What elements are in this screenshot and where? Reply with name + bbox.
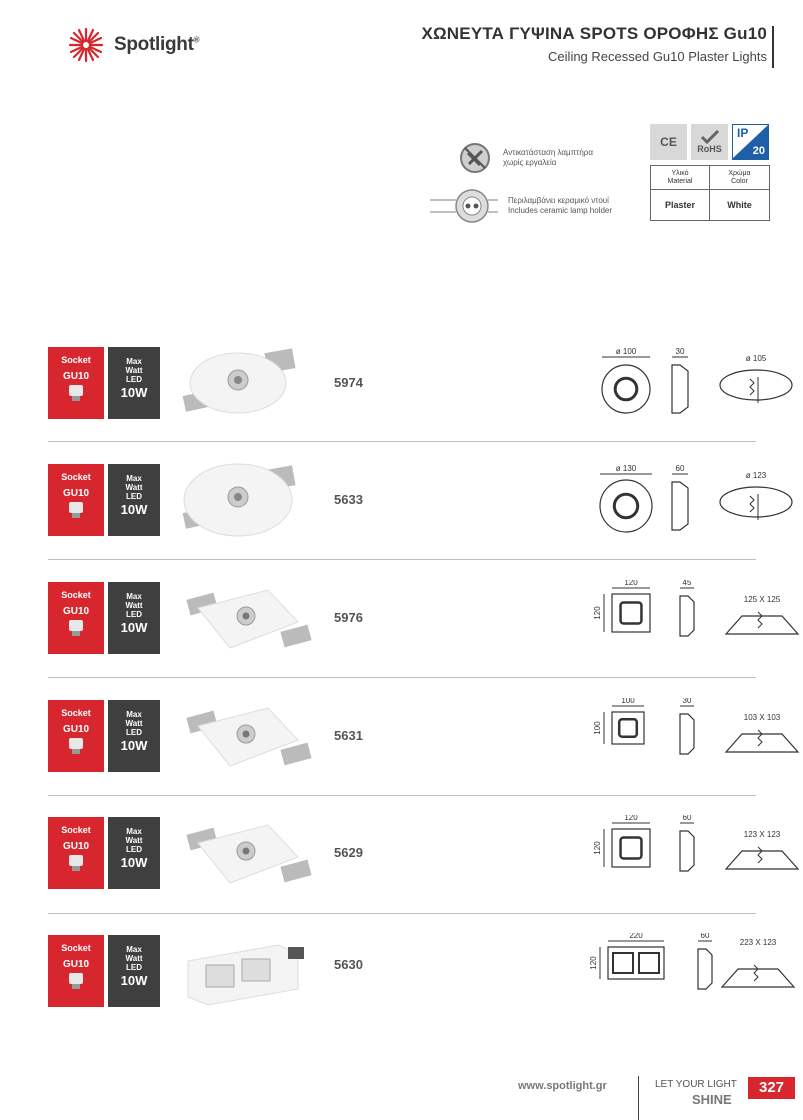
watt-label-2: Watt xyxy=(125,719,143,728)
row-divider xyxy=(48,795,756,796)
row-divider xyxy=(48,559,756,560)
socket-label: Socket xyxy=(61,708,91,718)
color-value: White xyxy=(727,200,752,210)
dim-width: 100 xyxy=(621,698,635,705)
watt-badge xyxy=(108,700,160,772)
material-table xyxy=(650,165,770,221)
rohs-icon xyxy=(691,124,728,160)
lamp-holder-icon xyxy=(428,188,500,224)
product-row xyxy=(48,815,781,933)
socket-label: Socket xyxy=(61,472,91,482)
technical-drawing xyxy=(528,462,803,547)
watt-value: 10W xyxy=(120,738,148,753)
brand-logo xyxy=(66,27,199,63)
product-code: 5976 xyxy=(334,610,363,625)
dim-height: 120 xyxy=(593,606,602,620)
socket-value: GU10 xyxy=(62,724,90,735)
page-footer xyxy=(0,1076,803,1120)
socket-badge xyxy=(48,582,104,654)
row-divider xyxy=(48,677,756,678)
technical-drawing xyxy=(528,698,803,783)
product-row xyxy=(48,933,777,1051)
socket-label: Socket xyxy=(61,355,91,365)
dim-depth: 60 xyxy=(675,464,685,473)
technical-drawing xyxy=(528,345,803,430)
watt-value: 10W xyxy=(120,385,148,400)
title-divider xyxy=(772,26,774,68)
socket-value: GU10 xyxy=(62,959,90,970)
dim-diameter: ø 100 xyxy=(615,347,637,356)
feature-text-line1: Αντικατάσταση λαμπτήρα xyxy=(503,148,593,157)
bulb-icon xyxy=(69,738,83,749)
dim-height: 120 xyxy=(589,956,598,970)
feature-text-line1: Περιλαμβάνει κεραμικό ντουί xyxy=(508,196,609,205)
dim-cutout: 103 X 103 xyxy=(743,713,781,722)
row-divider xyxy=(48,441,756,442)
dim-depth: 30 xyxy=(682,698,692,705)
product-code: 5633 xyxy=(334,492,363,507)
dim-width: 120 xyxy=(624,580,638,587)
socket-badge xyxy=(48,935,104,1007)
footer-tagline-1: LET YOUR LIGHT xyxy=(655,1079,737,1090)
product-row xyxy=(48,462,767,580)
rohs-label: RoHS xyxy=(697,144,722,154)
product-code: 5974 xyxy=(334,375,363,390)
bulb-icon xyxy=(69,502,83,513)
watt-label-2: Watt xyxy=(125,836,143,845)
page-title-english: Ceiling Recessed Gu10 Plaster Lights xyxy=(548,49,767,64)
dim-cutout: ø 105 xyxy=(745,354,767,363)
socket-badge xyxy=(48,464,104,536)
dim-depth: 60 xyxy=(700,933,710,940)
socket-label: Socket xyxy=(61,590,91,600)
product-row xyxy=(48,698,781,816)
product-code: 5629 xyxy=(334,845,363,860)
technical-drawing xyxy=(528,815,803,900)
socket-badge xyxy=(48,347,104,419)
socket-value: GU10 xyxy=(62,841,90,852)
page-number: 327 xyxy=(748,1077,795,1099)
dim-width: 120 xyxy=(624,815,638,822)
socket-value: GU10 xyxy=(62,488,90,499)
socket-label: Socket xyxy=(61,825,91,835)
socket-value: GU10 xyxy=(62,371,90,382)
watt-badge xyxy=(108,935,160,1007)
dim-height: 120 xyxy=(593,841,602,855)
technical-drawing xyxy=(528,580,803,665)
watt-badge xyxy=(108,817,160,889)
ip-value: 20 xyxy=(752,145,765,157)
product-row xyxy=(48,580,781,698)
dim-depth: 60 xyxy=(682,815,692,822)
footer-divider xyxy=(638,1076,639,1120)
material-value: Plaster xyxy=(651,190,710,220)
watt-value: 10W xyxy=(120,855,148,870)
feature-lamp-holder xyxy=(428,188,612,224)
page-title-greek: ΧΩΝΕΥΤΑ ΓΥΨΙΝΑ SPOTS ΟΡΟΦΗΣ Gu10 xyxy=(421,24,767,43)
product-photo xyxy=(178,931,318,1016)
socket-label: Socket xyxy=(61,943,91,953)
dim-cutout: 223 X 123 xyxy=(739,938,777,947)
footer-url[interactable]: www.spotlight.gr xyxy=(518,1080,607,1092)
dim-diameter: ø 130 xyxy=(615,464,637,473)
watt-label-3: LED xyxy=(126,963,142,972)
watt-value: 10W xyxy=(120,973,148,988)
ip-rating-icon xyxy=(732,124,769,160)
footer-tagline-2: SHINE xyxy=(692,1092,732,1107)
product-row xyxy=(48,345,767,463)
product-code: 5631 xyxy=(334,728,363,743)
product-code: 5630 xyxy=(334,957,363,972)
dim-height: 100 xyxy=(593,721,602,735)
watt-value: 10W xyxy=(120,620,148,635)
page-title-block xyxy=(421,24,767,64)
watt-label-1: Max xyxy=(126,357,142,366)
spotlight-burst-icon xyxy=(66,27,106,63)
brand-name: Spotlight® xyxy=(114,34,200,55)
product-photo xyxy=(178,696,318,781)
watt-label-1: Max xyxy=(126,592,142,601)
certification-panel xyxy=(650,124,770,221)
product-photo xyxy=(178,460,318,545)
watt-label-2: Watt xyxy=(125,601,143,610)
dim-cutout: 125 X 125 xyxy=(743,595,781,604)
watt-label-3: LED xyxy=(126,845,142,854)
watt-label-3: LED xyxy=(126,610,142,619)
bulb-icon xyxy=(69,620,83,631)
watt-label-1: Max xyxy=(126,474,142,483)
color-header: Χρώμα Color xyxy=(710,166,769,190)
watt-value: 10W xyxy=(120,502,148,517)
feature-no-tools xyxy=(455,140,593,176)
watt-badge xyxy=(108,347,160,419)
watt-badge xyxy=(108,582,160,654)
dim-depth: 45 xyxy=(682,580,692,587)
dim-cutout: 123 X 123 xyxy=(743,830,781,839)
watt-label-2: Watt xyxy=(125,954,143,963)
watt-label-3: LED xyxy=(126,492,142,501)
watt-badge xyxy=(108,464,160,536)
feature-text-line2: χωρίς εργαλεία xyxy=(503,158,557,167)
product-photo xyxy=(178,343,318,428)
dim-width: 220 xyxy=(629,933,643,940)
dim-cutout: ø 123 xyxy=(745,471,767,480)
bulb-icon xyxy=(69,973,83,984)
bulb-icon xyxy=(69,855,83,866)
ip-label: IP xyxy=(737,126,749,140)
watt-label-1: Max xyxy=(126,945,142,954)
watt-label-2: Watt xyxy=(125,483,143,492)
ce-mark-icon: CE xyxy=(650,124,687,160)
bulb-icon xyxy=(69,385,83,396)
dim-depth: 30 xyxy=(675,347,685,356)
row-divider xyxy=(48,913,756,914)
socket-badge xyxy=(48,700,104,772)
technical-drawing xyxy=(528,933,803,1018)
socket-badge xyxy=(48,817,104,889)
socket-value: GU10 xyxy=(62,606,90,617)
watt-label-3: LED xyxy=(126,375,142,384)
watt-label-2: Watt xyxy=(125,366,143,375)
watt-label-3: LED xyxy=(126,728,142,737)
product-photo xyxy=(178,578,318,663)
no-tools-icon xyxy=(455,140,495,176)
material-header: Υλικό Material xyxy=(651,166,710,190)
watt-label-1: Max xyxy=(126,710,142,719)
feature-text-line2: Includes ceramic lamp holder xyxy=(508,206,613,215)
watt-label-1: Max xyxy=(126,827,142,836)
product-photo xyxy=(178,813,318,898)
